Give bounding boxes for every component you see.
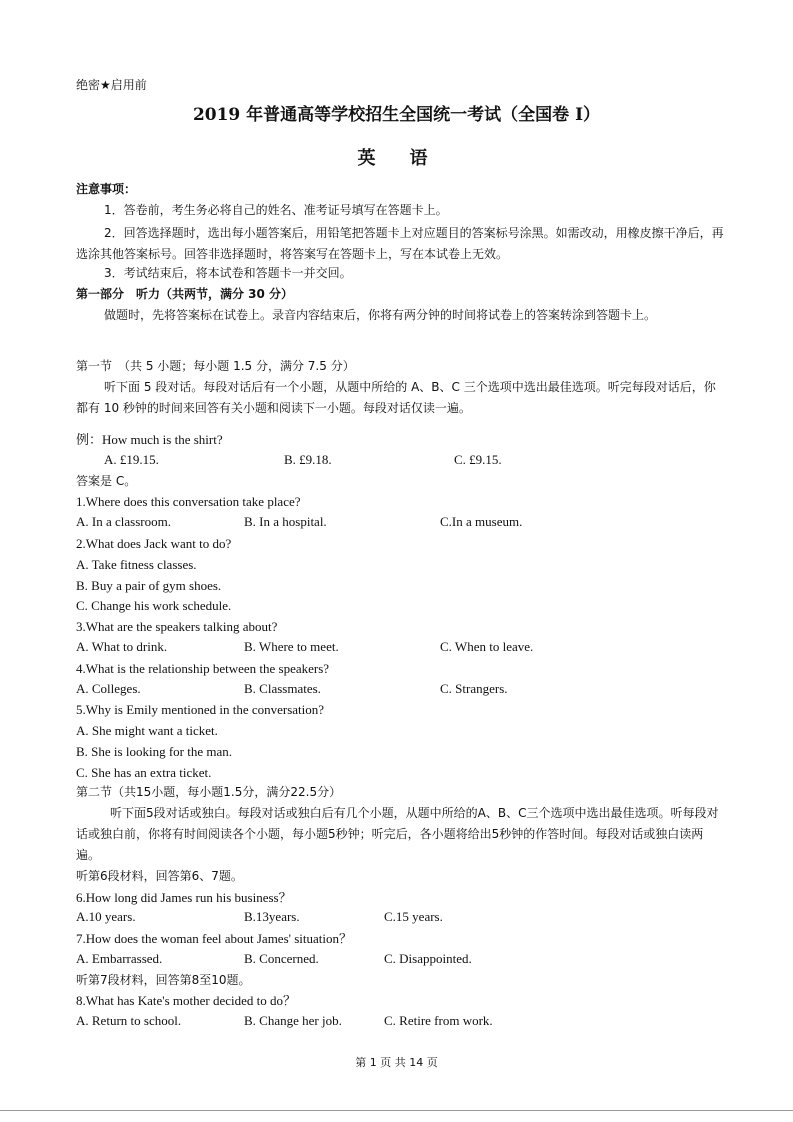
part1-heading: 第一部分 听力（共两节，满分 30 分）: [76, 287, 294, 301]
q4-option-c: C. Strangers.: [440, 681, 508, 696]
q3-option-b: B. Where to meet.: [244, 639, 339, 654]
q7-option-a: A. Embarrassed.: [76, 951, 163, 966]
section2-instruction: 听下面5段对话或独白。每段对话或独白后有几个小题，从题中所给的A、B、C三个选项中选出最佳选项。听每段对话或独白前，你将有时间阅读各个小题，每小题5秒钟；听完后，各小题将给出5秒钟的作答时间。每段对话或独白读两遍。: [76, 806, 719, 862]
example-question: 例：How much is the shirt?: [76, 432, 223, 447]
q1-option-c: C.In a museum.: [440, 514, 523, 529]
q4-option-a: A. Colleges.: [76, 681, 141, 696]
q6-option-c: C.15 years.: [384, 909, 443, 924]
q1-question: 1.Where does this conversation take place?: [76, 494, 301, 509]
q2-option-c: C. Change his work schedule.: [76, 598, 232, 613]
section1-heading: 第一节 （共 5 小题；每小题 1.5 分，满分 7.5 分）: [76, 359, 355, 373]
subject-title: 英 语: [357, 148, 436, 169]
example-option-b: B. £9.18.: [284, 452, 332, 467]
q4-question: 4.What is the relationship between the speakers?: [76, 661, 330, 676]
q2-option-b: B. Buy a pair of gym shoes.: [76, 578, 222, 593]
q7-question: 7.How does the woman feel about James' situation？: [76, 931, 353, 946]
q1-option-a: A. In a classroom.: [76, 514, 171, 529]
material-7-heading: 听第7段材料，回答第8至10题。: [76, 973, 251, 987]
q5-option-a: A. She might want a ticket.: [76, 723, 218, 738]
q1-option-b: B. In a hospital.: [244, 514, 327, 529]
q8-option-a: A. Return to school.: [76, 1013, 182, 1028]
q5-option-c: C. She has an extra ticket.: [76, 765, 212, 780]
q6-option-a: A.10 years.: [76, 909, 136, 924]
q4-option-b: B. Classmates.: [244, 681, 321, 696]
q8-option-c: C. Retire from work.: [384, 1013, 493, 1028]
note-item-1: 1．答卷前，考生务必将自己的姓名、准考证号填写在答题卡上。: [104, 203, 448, 217]
q6-option-b: B.13years.: [244, 909, 300, 924]
part1-instruction: 做题时，先将答案标在试卷上。录音内容结束后，你将有两分钟的时间将试卷上的答案转涂到答题卡上。: [104, 308, 657, 322]
q6-question: 6.How long did James run his business？: [76, 890, 292, 905]
confidential-label: 绝密★启用前: [76, 78, 147, 92]
note-item-3: 3．考试结束后，将本试卷和答题卡一并交回。: [104, 266, 352, 280]
q8-option-b: B. Change her job.: [244, 1013, 342, 1028]
q3-question: 3.What are the speakers talking about?: [76, 619, 278, 634]
material-6-heading: 听第6段材料，回答第6、7题。: [76, 869, 243, 883]
page-bottom-divider: [0, 1110, 793, 1111]
example-option-c: C. £9.15.: [454, 452, 502, 467]
q5-question: 5.Why is Emily mentioned in the conversation?: [76, 702, 325, 717]
q5-option-b: B. She is looking for the man.: [76, 744, 232, 759]
q7-option-c: C. Disappointed.: [384, 951, 472, 966]
note-item-2: 2．回答选择题时，选出每小题答案后，用铅笔把答题卡上对应题目的答案标号涂黑。如需改动，用橡皮擦干净后，再选涂其他答案标号。回答非选择题时，将答案写在答题卡上，写在本试卷上无效。: [76, 226, 724, 261]
q3-option-a: A. What to drink.: [76, 639, 168, 654]
section1-instruction: 听下面 5 段对话。每段对话后有一个小题，从题中所给的 A、B、C 三个选项中选出最佳选项。听完每段对话后，你都有 10 秒钟的时间来回答有关小题和阅读下一小题。每段对话仅读一遍。: [76, 380, 716, 415]
example-option-a: A. £19.15.: [104, 452, 159, 467]
page-number: 第 1 页 共 14 页: [355, 1056, 438, 1069]
exam-title: 2019 年普通高等学校招生全国统一考试（全国卷 I）: [192, 105, 601, 125]
q2-question: 2.What does Jack want to do?: [76, 536, 232, 551]
section2-heading: 第二节（共15小题，每小题1.5分，满分22.5分）: [76, 785, 342, 799]
notes-heading: 注意事项：: [76, 182, 137, 196]
q3-option-c: C. When to leave.: [440, 639, 534, 654]
q2-option-a: A. Take fitness classes.: [76, 557, 197, 572]
q7-option-b: B. Concerned.: [244, 951, 319, 966]
example-answer: 答案是 C。: [76, 474, 137, 488]
q8-question: 8.What has Kate's mother decided to do？: [76, 993, 297, 1008]
